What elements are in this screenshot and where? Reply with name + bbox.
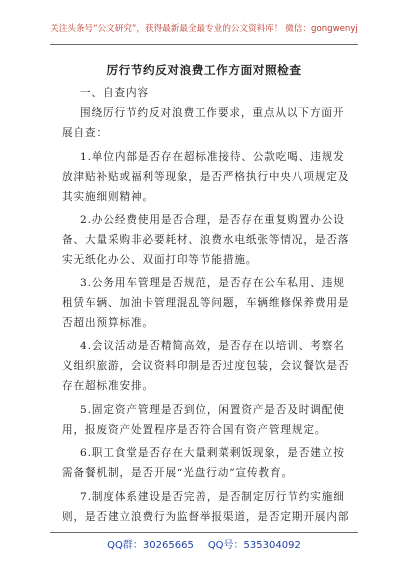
paragraph-line: 存在超标准安排。: [62, 380, 154, 392]
paragraph-line: 备、大量采购非必要耗材、浪费水电纸张等情况，是否落: [62, 234, 350, 246]
bottom-divider: [50, 532, 358, 533]
paragraph-line: 其实施细则精神。: [62, 191, 154, 203]
top-divider: [50, 44, 358, 45]
qq-group-text: QQ群：30265665: [107, 540, 194, 551]
paragraph-line: 义组织旅游，会议资料印制是否过度包装，会议餐饮是否: [62, 360, 350, 372]
paragraph-line: 7.制度体系建设是否完善，是否制定厉行节约实施细: [80, 491, 345, 503]
paragraph-line: 实无纸化办公、双面打印等节能措施。: [62, 254, 258, 266]
paragraph-line: 1.单位内部是否存在超标准接待、公款吃喝、违规发: [80, 151, 345, 163]
paragraph-line: 放津贴补贴或福利等现象，是否严格执行中央八项规定及: [62, 171, 350, 183]
section-heading: 一、自查内容: [80, 87, 149, 99]
paragraph-line: 围绕厉行节约反对浪费工作要求，重点从以下方面开: [80, 107, 345, 119]
paragraph-line: 5.固定资产管理是否到位，闲置资产是否及时调配使: [80, 404, 345, 416]
paragraph-line: 3.公务用车管理是否规范，是否存在公车私用、违规: [80, 277, 345, 289]
qq-number-text: QQ号：535304092: [207, 540, 301, 551]
paragraph-line: 展自查：: [62, 127, 108, 139]
paragraph-line: 2.办公经费使用是否合理，是否存在重复购置办公设: [80, 214, 345, 226]
paragraph-line: 租赁车辆、加油卡管理混乱等问题，车辆维修保养费用是: [62, 297, 350, 309]
top-banner: 关注头条号“公文研究”，获得最新最全最专业的公文资料库！ 微信：gongwenyj: [50, 24, 358, 34]
paragraph-line: 则，是否建立浪费行为监督举报渠道，是否定期开展内部: [62, 511, 350, 523]
paragraph-line: 4.会议活动是否精简高效，是否存在以培训、考察名: [80, 340, 345, 352]
footer-contact: [0, 536, 408, 551]
paragraph-line: 否超出预算标准。: [62, 317, 154, 329]
paragraph-line: 6.职工食堂是否存在大量剩菜剩饭现象，是否建立按: [80, 447, 345, 459]
paragraph-line: 需备餐机制，是否开展“光盘行动”宣传教育。: [62, 467, 294, 479]
paragraph-line: 用，报废资产处置程序是否符合国有资产管理规定。: [62, 424, 327, 436]
document-title: 厉行节约反对浪费工作方面对照检查: [106, 63, 302, 77]
